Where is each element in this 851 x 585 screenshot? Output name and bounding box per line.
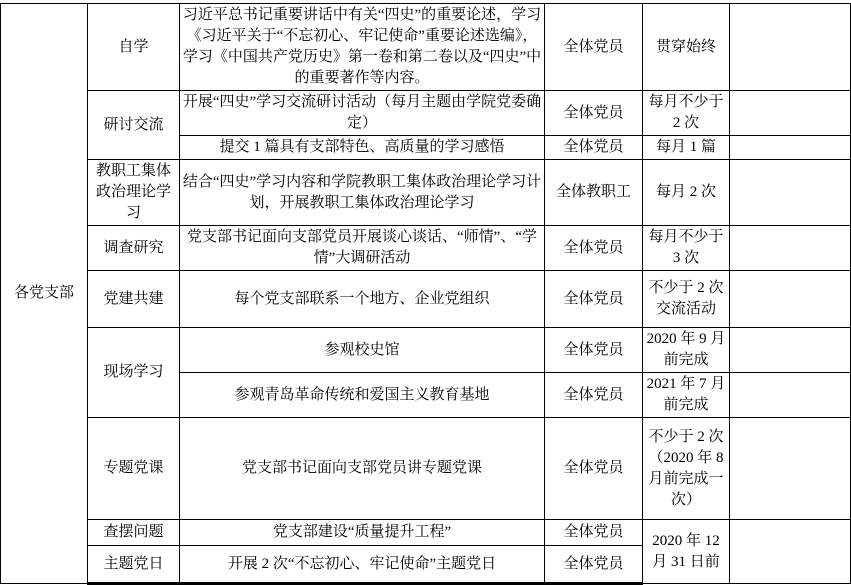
task-cell: 党支部建设“质量提升工程”: [180, 520, 545, 546]
category-cell: 现场学习: [88, 328, 180, 418]
frequency-cell: 2020 年 12 月 31 日前: [643, 520, 730, 584]
audience-cell: 全体党员: [545, 226, 643, 271]
audience-cell: 全体党员: [545, 136, 643, 160]
table-row: [1, 160, 851, 226]
frequency-cell: 每月 1 篇: [643, 136, 730, 160]
frequency-cell: 贯穿始终: [643, 4, 730, 91]
notes-cell: [730, 373, 851, 418]
notes-cell: [730, 226, 851, 271]
audience-cell: 全体党员: [545, 4, 643, 91]
notes-cell: [730, 4, 851, 91]
category-cell: 党建共建: [88, 271, 180, 328]
task-cell: 每个党支部联系一个地方、企业党组织: [180, 271, 545, 328]
party-branch-activity-table: [0, 3, 851, 585]
audience-cell: 全体党员: [545, 91, 643, 136]
notes-cell: [730, 91, 851, 136]
frequency-cell: 不少于 2 次交流活动: [643, 271, 730, 328]
audience-cell: 全体教职工: [545, 160, 643, 226]
table-row: [1, 520, 851, 546]
frequency-cell: 每月 2 次: [643, 160, 730, 226]
frequency-cell: 每月不少于 3 次: [643, 226, 730, 271]
table-row: [1, 91, 851, 136]
table-row: [1, 226, 851, 271]
audience-cell: 全体党员: [545, 520, 643, 546]
frequency-cell: 2020 年 9 月前完成: [643, 328, 730, 373]
category-cell: 研讨交流: [88, 91, 180, 160]
category-cell: 自学: [88, 4, 180, 91]
audience-cell: 全体党员: [545, 328, 643, 373]
task-cell: 习近平总书记重要讲话中有关“四史”的重要论述，学习《习近平关于“不忘初心、牢记使命”重要论述选编》，学习《中国共产党历史》第一卷和第二卷以及“四史”中的重要著作等内容。: [180, 4, 545, 91]
audience-cell: 全体党员: [545, 271, 643, 328]
category-cell: 调查研究: [88, 226, 180, 271]
table-row: [1, 4, 851, 91]
table-row: [1, 418, 851, 520]
notes-cell: [730, 271, 851, 328]
task-cell: 结合“四史”学习内容和学院教职工集体政治理论学习计划，开展教职工集体政治理论学习: [180, 160, 545, 226]
frequency-cell: 每月不少于 2 次: [643, 91, 730, 136]
task-cell: 党支部书记面向支部党员讲专题党课: [180, 418, 545, 520]
task-cell: 参观青岛革命传统和爱国主义教育基地: [180, 373, 545, 418]
audience-cell: 全体党员: [545, 373, 643, 418]
table-row: [1, 271, 851, 328]
frequency-cell: 不少于 2 次（2020 年 8 月前完成一次）: [643, 418, 730, 520]
audience-cell: 全体党员: [545, 546, 643, 584]
task-cell: 开展 2 次“不忘初心、牢记使命”主题党日: [180, 546, 545, 584]
category-cell: 专题党课: [88, 418, 180, 520]
notes-cell: [730, 160, 851, 226]
notes-cell: [730, 520, 851, 584]
notes-cell: [730, 418, 851, 520]
category-cell: 查摆问题: [88, 520, 180, 546]
group-cell: 各党支部: [1, 4, 88, 584]
frequency-cell: 2021 年 7 月前完成: [643, 373, 730, 418]
category-cell: 主题党日: [88, 546, 180, 584]
notes-cell: [730, 136, 851, 160]
task-cell: 开展“四史”学习交流研讨活动（每月主题由学院党委确定）: [180, 91, 545, 136]
category-cell: 教职工集体政治理论学习: [88, 160, 180, 226]
table-row: [1, 328, 851, 373]
notes-cell: [730, 328, 851, 373]
task-cell: 党支部书记面向支部党员开展谈心谈话、“师情”、“学情”大调研活动: [180, 226, 545, 271]
task-cell: 提交 1 篇具有支部特色、高质量的学习感悟: [180, 136, 545, 160]
audience-cell: 全体党员: [545, 418, 643, 520]
task-cell: 参观校史馆: [180, 328, 545, 373]
